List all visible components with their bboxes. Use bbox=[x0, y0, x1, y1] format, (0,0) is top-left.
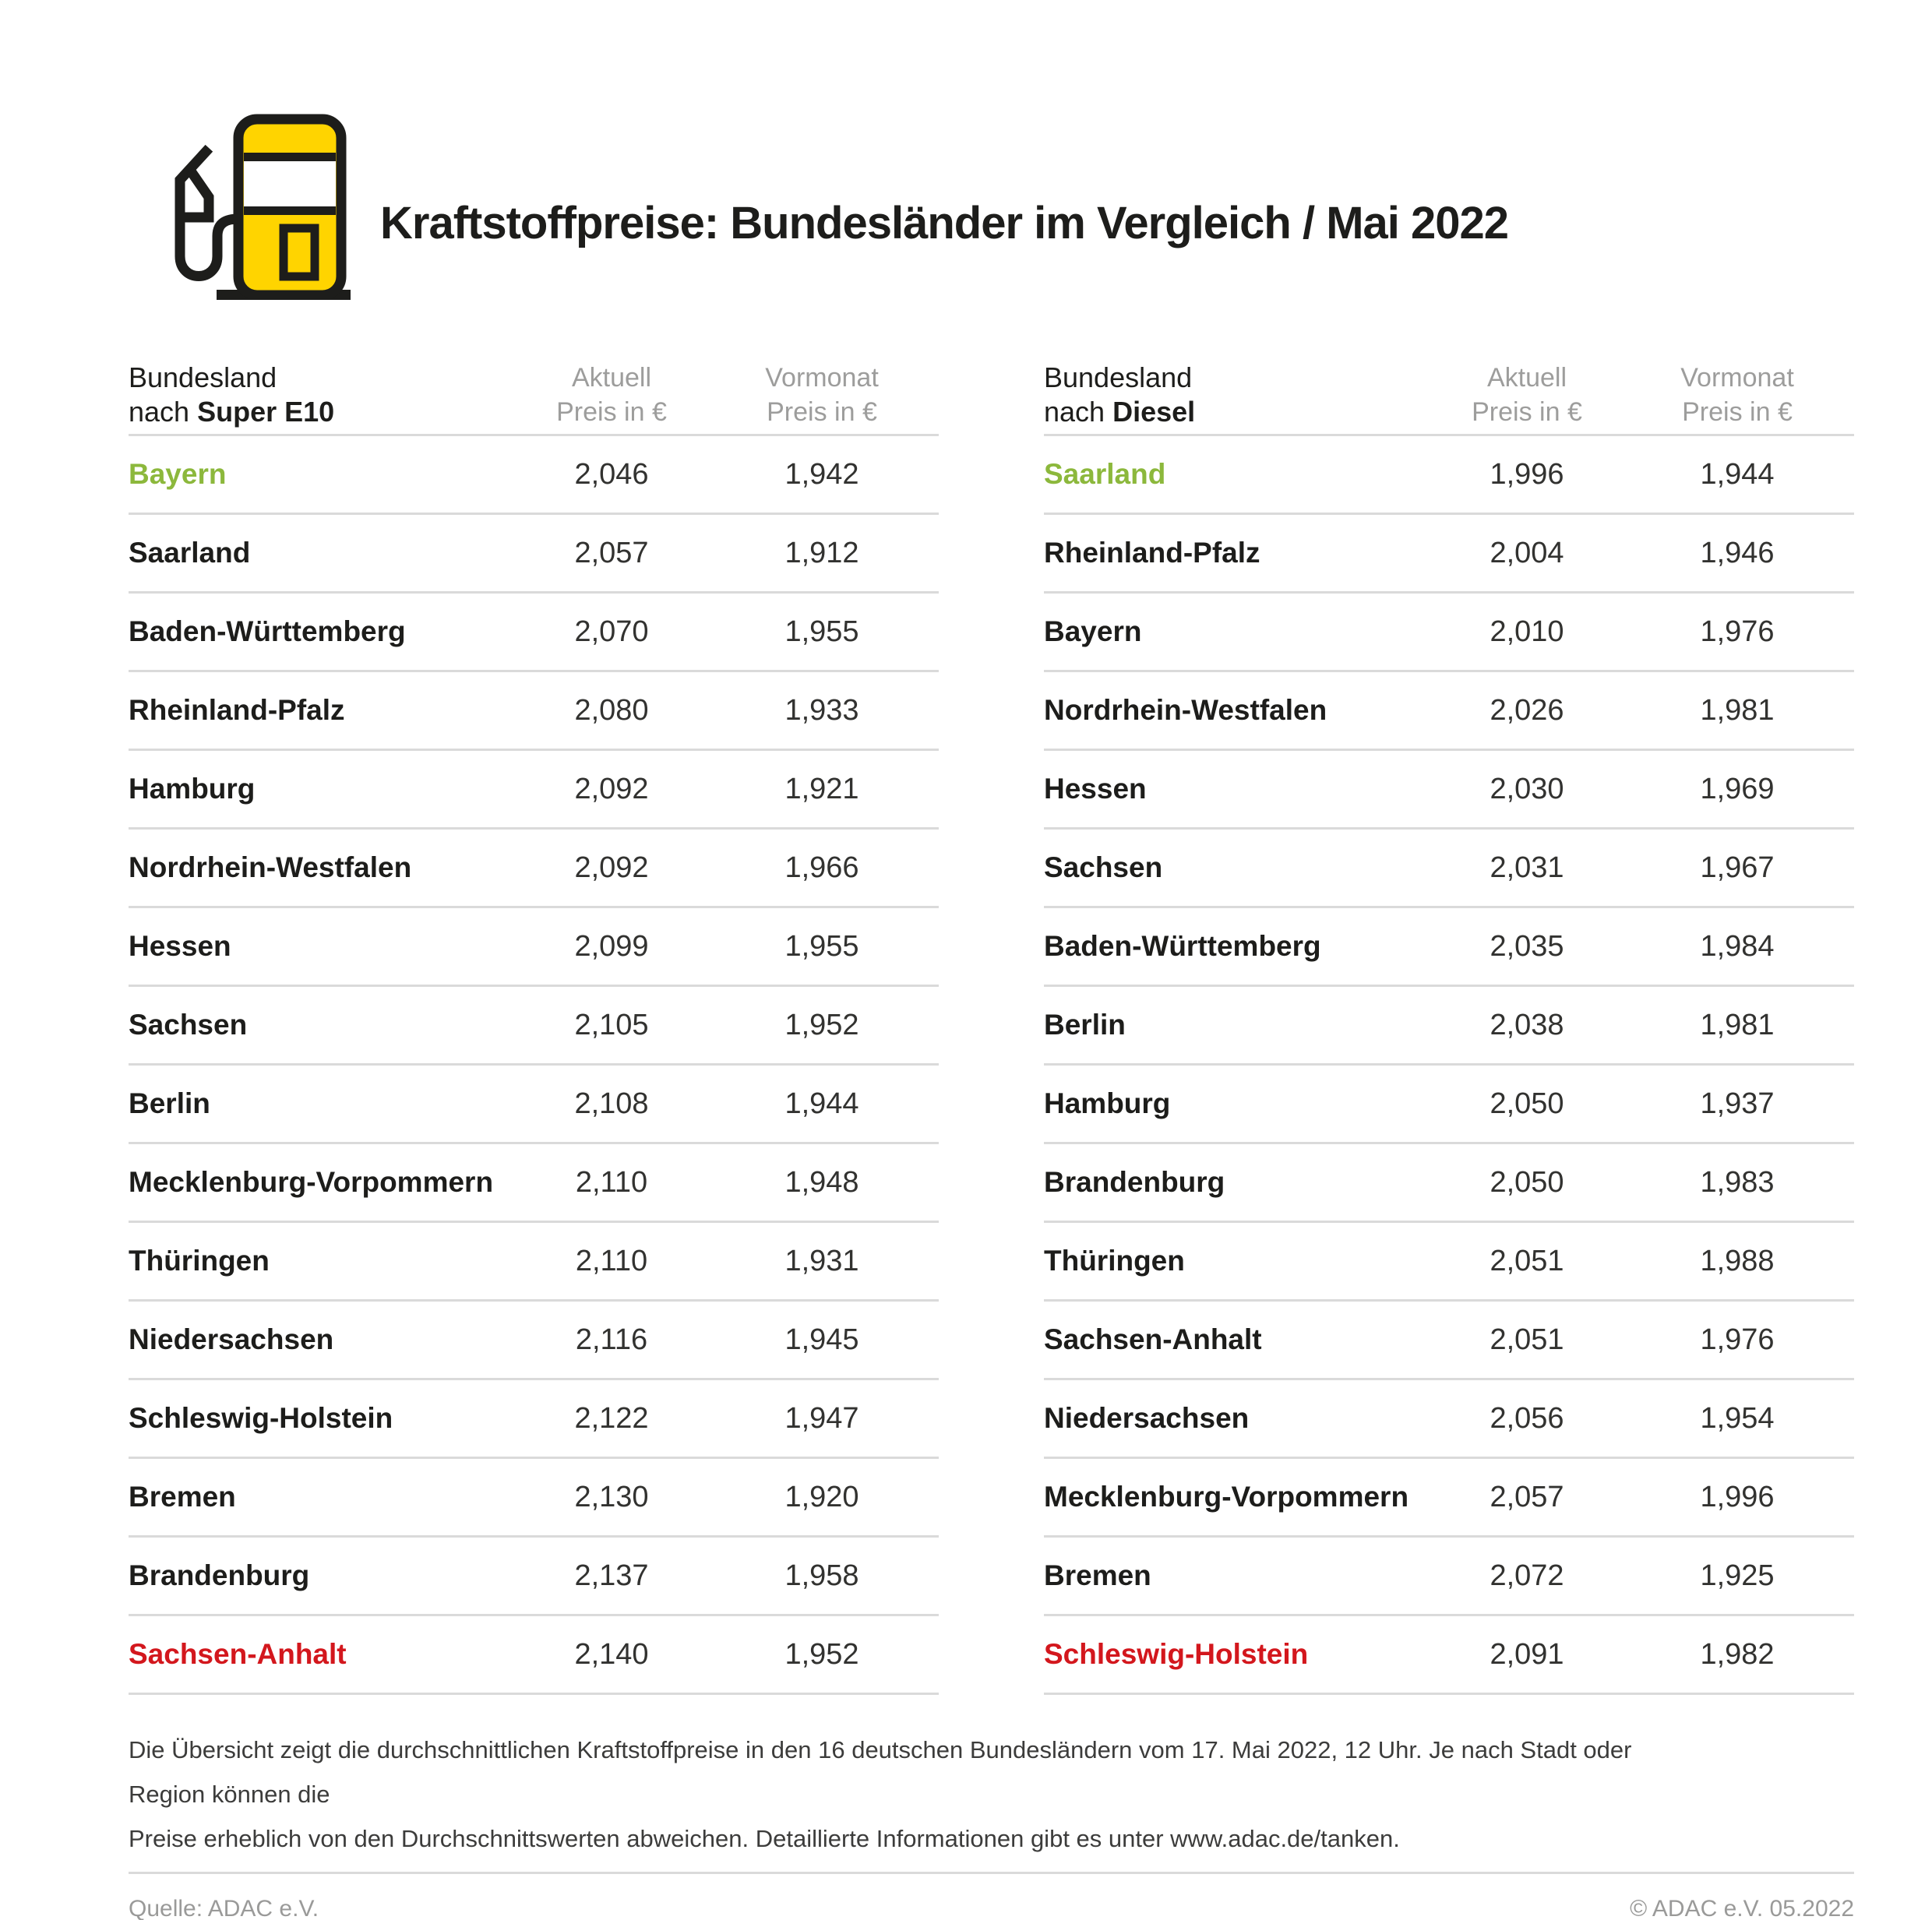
price-aktuell: 2,051 bbox=[1490, 1244, 1564, 1277]
table-row bbox=[129, 1223, 939, 1302]
price-vormonat: 1,931 bbox=[784, 1244, 859, 1277]
state-name: Hessen bbox=[129, 930, 231, 962]
heading-prefix: nach bbox=[1044, 396, 1113, 428]
price-aktuell: 2,092 bbox=[574, 851, 649, 884]
page-title: Kraftstoffpreise: Bundesländer im Vergleich / Mai 2022 bbox=[380, 198, 1509, 248]
table-row bbox=[1044, 1223, 1854, 1302]
price-aktuell: 2,122 bbox=[574, 1401, 649, 1435]
table-row bbox=[129, 515, 939, 594]
price-aktuell: 2,057 bbox=[574, 536, 649, 569]
price-aktuell: 2,105 bbox=[574, 1008, 649, 1041]
table-row bbox=[1044, 987, 1854, 1066]
table-row bbox=[1044, 1380, 1854, 1459]
state-name: Saarland bbox=[129, 537, 251, 569]
state-name: Niedersachsen bbox=[129, 1323, 334, 1355]
fuel-name: Diesel bbox=[1112, 396, 1196, 428]
header bbox=[0, 0, 1932, 300]
table-row bbox=[129, 672, 939, 751]
state-name: Brandenburg bbox=[1044, 1166, 1225, 1198]
price-aktuell: 2,110 bbox=[575, 1244, 648, 1277]
state-name: Mecklenburg-Vorpommern bbox=[1044, 1481, 1409, 1513]
price-vormonat: 1,982 bbox=[1700, 1637, 1775, 1671]
state-name: Nordrhein-Westfalen bbox=[1044, 694, 1327, 726]
state-name: Nordrhein-Westfalen bbox=[129, 851, 412, 883]
price-aktuell: 2,099 bbox=[574, 929, 649, 963]
price-aktuell: 2,080 bbox=[574, 693, 649, 727]
footnote bbox=[129, 1728, 1698, 1861]
price-aktuell: 2,026 bbox=[1490, 693, 1564, 727]
state-name: Berlin bbox=[129, 1087, 210, 1119]
price-vormonat: 1,983 bbox=[1700, 1165, 1775, 1199]
table-row bbox=[1044, 830, 1854, 908]
table-row bbox=[129, 1302, 939, 1380]
price-vormonat: 1,933 bbox=[784, 693, 859, 727]
price-vormonat: 1,946 bbox=[1700, 536, 1775, 569]
table-row bbox=[129, 436, 939, 515]
state-name: Hamburg bbox=[1044, 1087, 1171, 1119]
price-vormonat: 1,967 bbox=[1700, 851, 1775, 884]
column-header-aktuell: Aktuell Preis in € bbox=[556, 363, 667, 427]
price-vormonat: 1,981 bbox=[1700, 1008, 1775, 1041]
state-name: Bayern bbox=[1044, 615, 1142, 647]
table-row bbox=[1044, 436, 1854, 515]
table-row bbox=[1044, 1302, 1854, 1380]
state-name: Mecklenburg-Vorpommern bbox=[129, 1166, 494, 1198]
price-vormonat: 1,952 bbox=[784, 1637, 859, 1671]
price-aktuell: 2,130 bbox=[574, 1480, 649, 1513]
column-header-vormonat: Vormonat Preis in € bbox=[765, 363, 879, 427]
price-vormonat: 1,958 bbox=[784, 1559, 859, 1592]
price-vormonat: 1,996 bbox=[1700, 1480, 1775, 1513]
state-name: Rheinland-Pfalz bbox=[129, 694, 345, 726]
state-name: Sachsen-Anhalt bbox=[129, 1638, 347, 1670]
table-row bbox=[129, 1459, 939, 1538]
fuel-pump-icon bbox=[125, 74, 358, 300]
price-aktuell: 2,091 bbox=[1490, 1637, 1564, 1671]
price-vormonat: 1,984 bbox=[1700, 929, 1775, 963]
table-row bbox=[129, 908, 939, 987]
column-header-vormonat: Vormonat Preis in € bbox=[1680, 363, 1794, 427]
price-vormonat: 1,981 bbox=[1700, 693, 1775, 727]
state-name: Sachsen bbox=[129, 1009, 248, 1041]
state-name: Schleswig-Holstein bbox=[1044, 1638, 1309, 1670]
price-aktuell: 1,996 bbox=[1490, 457, 1564, 491]
price-aktuell: 2,031 bbox=[1490, 851, 1564, 884]
state-name: Baden-Württemberg bbox=[129, 615, 406, 647]
price-aktuell: 2,092 bbox=[574, 772, 649, 805]
price-vormonat: 1,976 bbox=[1700, 1323, 1775, 1356]
table-row bbox=[129, 987, 939, 1066]
source-label: Quelle: ADAC e.V. bbox=[129, 1896, 319, 1920]
state-name: Hamburg bbox=[129, 773, 256, 805]
table-row bbox=[1044, 1066, 1854, 1144]
price-vormonat: 1,954 bbox=[1700, 1401, 1775, 1435]
table-row bbox=[129, 1616, 939, 1695]
column-header-aktuell: Aktuell Preis in € bbox=[1472, 363, 1582, 427]
price-vormonat: 1,952 bbox=[784, 1008, 859, 1041]
price-aktuell: 2,108 bbox=[574, 1087, 649, 1120]
price-aktuell: 2,056 bbox=[1490, 1401, 1564, 1435]
table-row bbox=[1044, 1538, 1854, 1616]
state-name: Bremen bbox=[129, 1481, 236, 1513]
state-name: Hessen bbox=[1044, 773, 1147, 805]
table-body bbox=[129, 436, 939, 1695]
table-row bbox=[1044, 1616, 1854, 1695]
state-name: Bremen bbox=[1044, 1559, 1151, 1591]
table-row bbox=[129, 1380, 939, 1459]
table-header bbox=[129, 361, 939, 436]
footer bbox=[129, 1896, 1854, 1920]
price-vormonat: 1,937 bbox=[1700, 1087, 1775, 1120]
price-aktuell: 2,046 bbox=[574, 457, 649, 491]
state-name: Rheinland-Pfalz bbox=[1044, 537, 1260, 569]
state-name: Thüringen bbox=[1044, 1245, 1185, 1277]
footnote-line2: Preise erheblich von den Durchschnittswerten abweichen. Detaillierte Informationen gibt es unter www.adac.de/tanken. bbox=[129, 1825, 1400, 1852]
footnote-line1: Die Übersicht zeigt die durchschnittlichen Kraftstoffpreise in den 16 deutschen Bundesländern vom 17. Mai 2022, 12 Uhr. Je nach Stadt oder Region können die bbox=[129, 1736, 1632, 1808]
state-name: Bayern bbox=[129, 458, 227, 490]
heading-line1: Bundesland bbox=[129, 361, 277, 393]
table-row bbox=[129, 594, 939, 672]
footer-divider bbox=[129, 1872, 1854, 1874]
state-name: Thüringen bbox=[129, 1245, 270, 1277]
price-vormonat: 1,969 bbox=[1700, 772, 1775, 805]
table-row bbox=[1044, 1459, 1854, 1538]
table-row bbox=[129, 1144, 939, 1223]
state-name: Schleswig-Holstein bbox=[129, 1402, 393, 1434]
price-vormonat: 1,966 bbox=[784, 851, 859, 884]
table-row bbox=[1044, 908, 1854, 987]
table-body bbox=[1044, 436, 1854, 1695]
price-vormonat: 1,948 bbox=[784, 1165, 859, 1199]
heading-prefix: nach bbox=[129, 396, 198, 428]
price-aktuell: 2,030 bbox=[1490, 772, 1564, 805]
price-aktuell: 2,050 bbox=[1490, 1087, 1564, 1120]
price-vormonat: 1,947 bbox=[784, 1401, 859, 1435]
copyright-label: © ADAC e.V. 05.2022 bbox=[1630, 1896, 1854, 1920]
price-aktuell: 2,035 bbox=[1490, 929, 1564, 963]
state-name: Niedersachsen bbox=[1044, 1402, 1250, 1434]
price-vormonat: 1,921 bbox=[784, 772, 859, 805]
table-row bbox=[1044, 1144, 1854, 1223]
table-super-e10 bbox=[129, 361, 939, 1695]
price-vormonat: 1,925 bbox=[1700, 1559, 1775, 1592]
price-vormonat: 1,912 bbox=[784, 536, 859, 569]
price-aktuell: 2,051 bbox=[1490, 1323, 1564, 1356]
table-row bbox=[129, 1538, 939, 1616]
price-aktuell: 2,057 bbox=[1490, 1480, 1564, 1513]
table-row bbox=[1044, 594, 1854, 672]
price-aktuell: 2,050 bbox=[1490, 1165, 1564, 1199]
price-aktuell: 2,072 bbox=[1490, 1559, 1564, 1592]
price-vormonat: 1,955 bbox=[784, 615, 859, 648]
price-aktuell: 2,004 bbox=[1490, 536, 1564, 569]
price-aktuell: 2,038 bbox=[1490, 1008, 1564, 1041]
table-row bbox=[129, 751, 939, 830]
state-name: Baden-Württemberg bbox=[1044, 930, 1321, 962]
table-row bbox=[1044, 515, 1854, 594]
price-aktuell: 2,116 bbox=[575, 1323, 648, 1356]
price-vormonat: 1,920 bbox=[784, 1480, 859, 1513]
price-vormonat: 1,955 bbox=[784, 929, 859, 963]
table-row bbox=[1044, 672, 1854, 751]
state-name: Sachsen bbox=[1044, 851, 1163, 883]
table-row bbox=[129, 1066, 939, 1144]
table-row bbox=[129, 830, 939, 908]
state-name: Berlin bbox=[1044, 1009, 1126, 1041]
price-aktuell: 2,010 bbox=[1490, 615, 1564, 648]
state-name: Brandenburg bbox=[129, 1559, 310, 1591]
table-row bbox=[1044, 751, 1854, 830]
price-aktuell: 2,070 bbox=[574, 615, 649, 648]
price-vormonat: 1,944 bbox=[784, 1087, 859, 1120]
table-heading bbox=[129, 361, 518, 429]
table-diesel bbox=[1044, 361, 1854, 1695]
price-vormonat: 1,944 bbox=[1700, 457, 1775, 491]
price-vormonat: 1,976 bbox=[1700, 615, 1775, 648]
price-vormonat: 1,942 bbox=[784, 457, 859, 491]
state-name: Sachsen-Anhalt bbox=[1044, 1323, 1262, 1355]
heading-line1: Bundesland bbox=[1044, 361, 1193, 393]
price-vormonat: 1,945 bbox=[784, 1323, 859, 1356]
table-heading bbox=[1044, 361, 1433, 429]
price-aktuell: 2,140 bbox=[574, 1637, 649, 1671]
state-name: Saarland bbox=[1044, 458, 1166, 490]
price-aktuell: 2,137 bbox=[574, 1559, 649, 1592]
fuel-name: Super E10 bbox=[197, 396, 335, 428]
tables-area bbox=[129, 361, 1854, 1695]
table-header bbox=[1044, 361, 1854, 436]
price-vormonat: 1,988 bbox=[1700, 1244, 1775, 1277]
price-aktuell: 2,110 bbox=[575, 1165, 648, 1199]
